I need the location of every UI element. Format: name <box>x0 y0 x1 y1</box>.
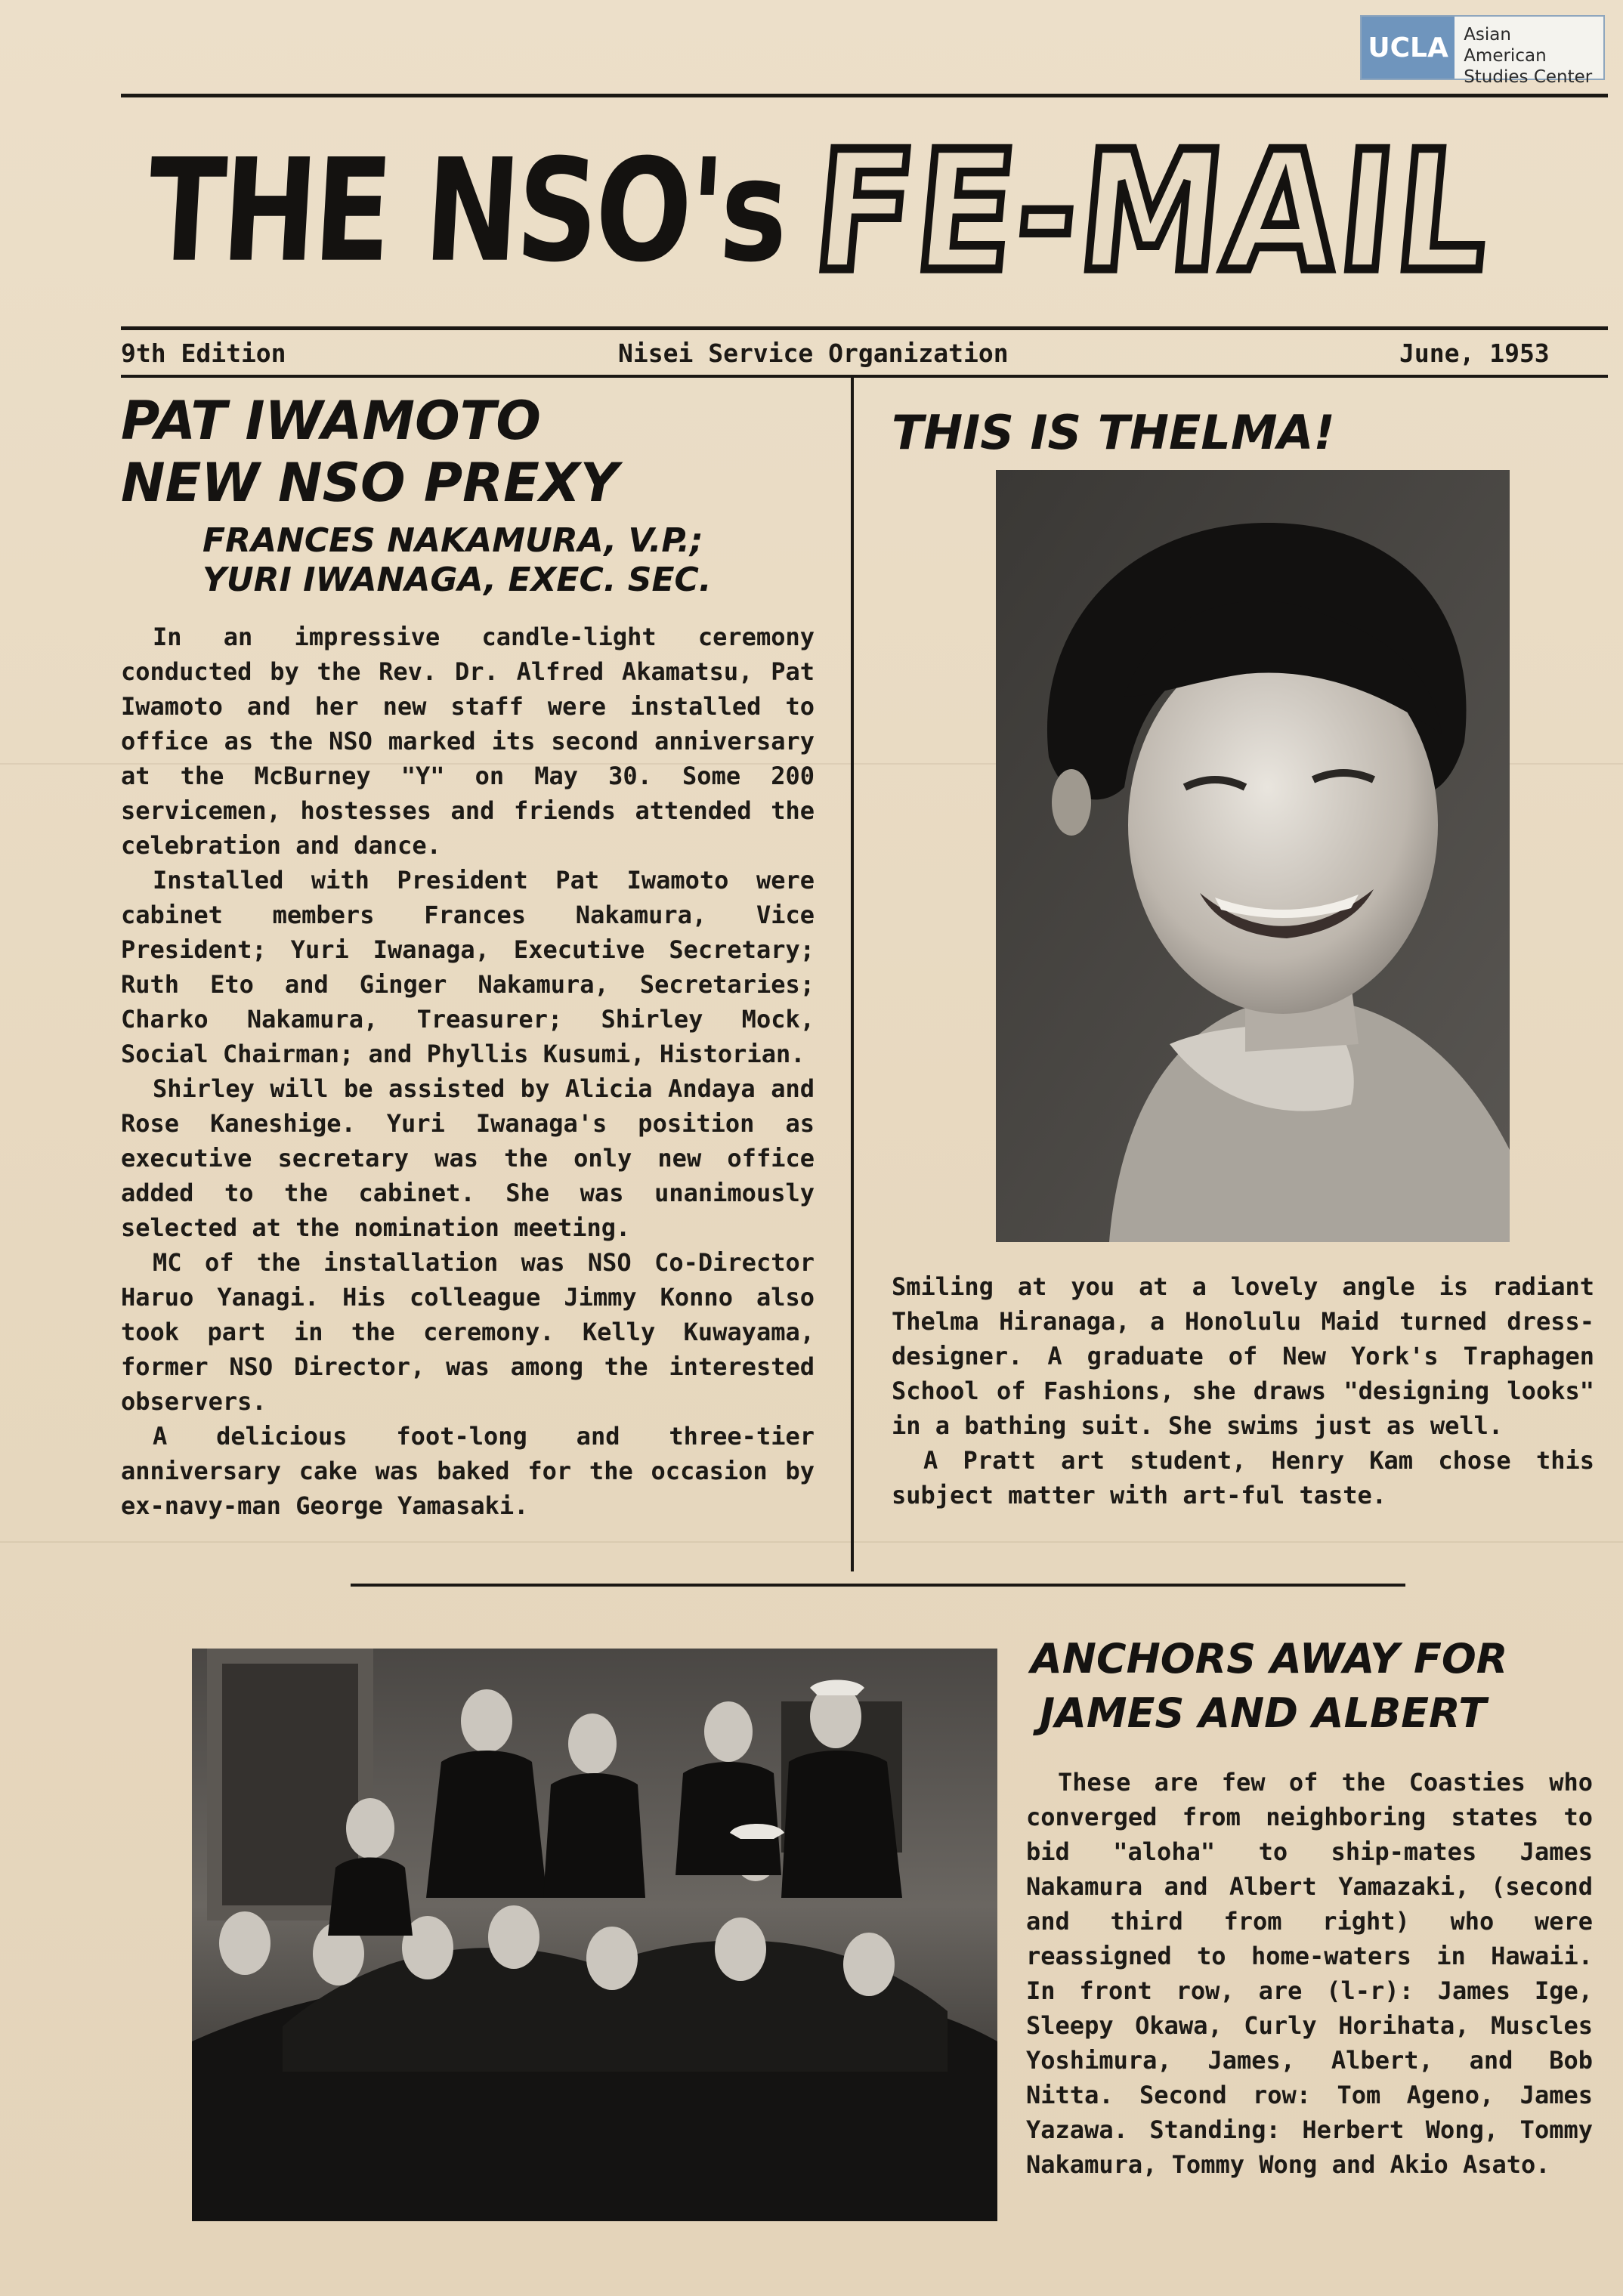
masthead-bottom-rule <box>121 326 1608 330</box>
lead-paragraph: MC of the installation was NSO Co-Director Haruo Yanagi. His colleague Jimmy Konno also took part in the ceremony. Kelly Kuwayama, former NSO Director, was among the interested observers. <box>121 1248 815 1416</box>
lead-paragraph: Shirley will be assisted by Alicia Andaya and Rose Kaneshige. Yuri Iwanaga's position as executive secretary was the only new office added to the cabinet. She was unanimously selected at the nomination meeting. <box>121 1074 815 1242</box>
column-divider <box>851 378 854 1571</box>
lead-paragraph: Installed with President Pat Iwamoto were cabinet members Frances Nakamura, Vice President; Yuri Iwanaga, Executive Secretary; Ruth Eto and Ginger Nakamura, Secretaries; Charko Nakamura, Treasurer; Shirley Mock, Social Chairman; and Phyllis Kusumi, Historian. <box>121 866 815 1068</box>
thelma-paragraph: A Pratt art student, Henry Kam chose this subject matter with art-ful taste. <box>892 1446 1594 1510</box>
archive-badge <box>1360 15 1605 87</box>
anchors-headline-line-1: ANCHORS AWAY FOR <box>1031 1635 1508 1683</box>
lead-subhead <box>202 521 712 600</box>
lead-headline-line-1: PAT IWAMOTO <box>121 390 541 452</box>
badge-caption <box>1455 17 1603 87</box>
masthead-prefix: THE NSO's <box>143 129 790 294</box>
masthead <box>143 106 1500 317</box>
lead-subhead-line-1: FRANCES NAKAMURA, V.P.; <box>202 521 703 560</box>
anchors-body <box>1026 1765 1593 2182</box>
thelma-paragraph: Smiling at you at a lovely angle is radiant Thelma Hiranaga, a Honolulu Maid turned dress-designer. A graduate of New York's Traphagen School of Fashions, she draws "designing looks" in a bathing suit. She swims just as well. <box>892 1272 1594 1440</box>
issue-date: June, 1953 <box>1399 338 1550 368</box>
paper-fold <box>0 1541 1623 1543</box>
coasties-group-photo <box>192 1649 997 2221</box>
ucla-logo: UCLA <box>1362 17 1455 79</box>
info-bar-rule <box>121 375 1608 378</box>
organization-label: Nisei Service Organization <box>618 338 1009 368</box>
thelma-headline: THIS IS THELMA! <box>892 405 1335 460</box>
section-rule <box>351 1584 1405 1587</box>
thelma-body <box>892 1269 1594 1513</box>
badge-line-1: Asian American <box>1464 25 1547 66</box>
lead-article-body <box>121 620 815 1523</box>
lead-paragraph: A delicious foot-long and three-tier anniversary cake was baked for the occasion by ex-navy-man George Yamasaki. <box>121 1422 815 1520</box>
badge-line-2: Studies Center <box>1464 67 1593 87</box>
anchors-headline-line-2: JAMES AND ALBERT <box>1040 1689 1487 1737</box>
anchors-paragraph: These are few of the Coasties who converged from neighboring states to bid "aloha" to ship-mates James Nakamura and Albert Yamazaki, (second and third from right) who were reassigned to home-waters in Hawaii. In front row, are (l-r): James Ige, Sleepy Okawa, Curly Horihata, Muscles Yoshimura, James, Albert, and Bob Nitta. Second row: Tom Ageno, James Yazawa. Standing: Herbert Wong, Tommy Nakamura, Tommy Wong and Akio Asato. <box>1026 1768 1593 2179</box>
lead-paragraph: In an impressive candle-light ceremony conducted by the Rev. Dr. Alfred Akamatsu, Pat Iwamoto and her new staff were installed to office as the NSO marked its second anniversary at the McBurney "Y" on May 30. Some 200 servicemen, hostesses and friends attended the celebration and dance. <box>121 623 815 860</box>
lead-subhead-line-2: YURI IWANAGA, EXEC. SEC. <box>202 561 712 599</box>
masthead-top-rule <box>121 94 1608 97</box>
thelma-portrait-photo <box>996 470 1510 1242</box>
lead-headline <box>121 390 619 514</box>
edition-label: 9th Edition <box>121 338 286 368</box>
lead-headline-line-2: NEW NSO PREXY <box>121 452 619 514</box>
anchors-headline <box>1031 1632 1507 1741</box>
masthead-title: FE-MAIL <box>806 115 1500 308</box>
